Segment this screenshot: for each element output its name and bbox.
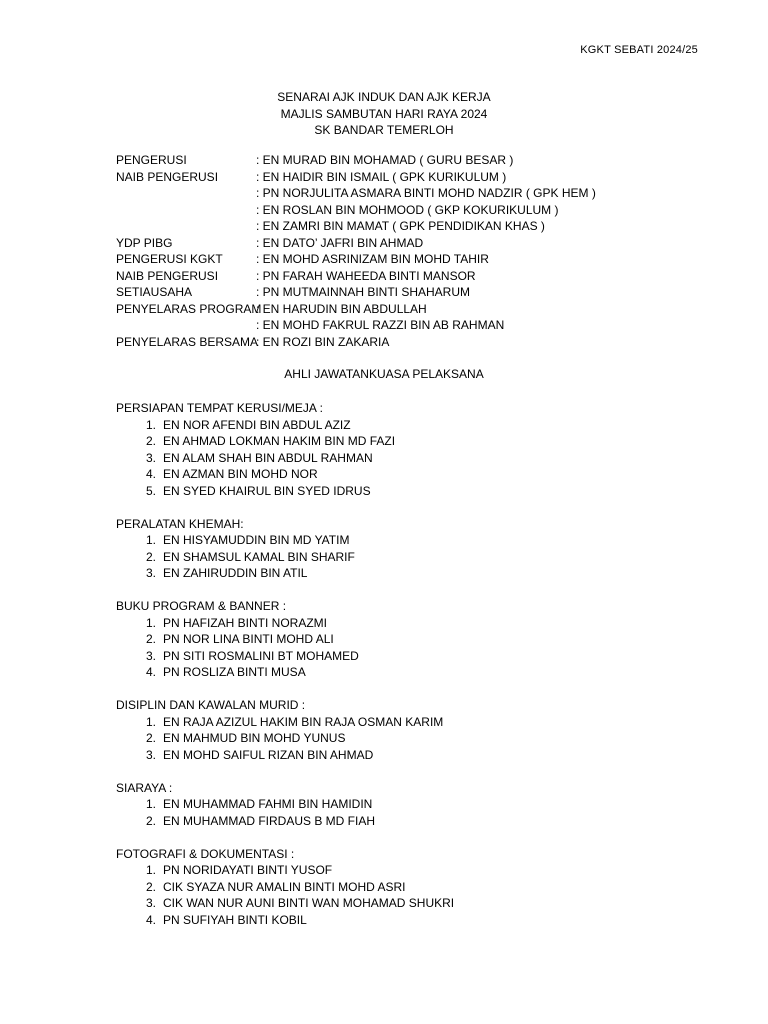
committee-title: BUKU PROGRAM & BANNER : [116, 599, 287, 613]
officer-name: : PN MUTMAINNAH BINTI SHAHARUM [256, 285, 471, 299]
officer-row [116, 169, 596, 186]
committee-title: FOTOGRAFI & DOKUMENTASI : [116, 846, 295, 861]
officer-name: : PN FARAH WAHEEDA BINTI MANSOR [256, 268, 476, 283]
member-name: EN RAJA AZIZUL HAKIM BIN RAJA OSMAN KARIM [163, 714, 444, 729]
member-name: PN NORIDAYATI BINTI YUSOF [163, 863, 333, 877]
member-name: EN NOR AFENDI BIN ABDUL AZIZ [163, 417, 351, 432]
officer-row [116, 334, 596, 351]
officer-list [116, 152, 596, 350]
member-number: 1. [145, 714, 156, 729]
member-number: 1. [145, 797, 156, 811]
member-number: 2. [145, 632, 156, 646]
officer-role: PENGERUSI KGKT [116, 252, 223, 266]
member-name: EN SHAMSUL KAMAL BIN SHARIF [163, 549, 355, 564]
officer-name: : EN MOHD ASRINIZAM BIN MOHD TAHIR [256, 252, 489, 266]
officer-role: PENYELARAS BERSAMA [116, 334, 259, 349]
member-number: 2. [145, 731, 156, 745]
officer-role [116, 218, 256, 235]
officer-row [116, 268, 596, 285]
member-name: EN HISYAMUDDIN BIN MD YATIM [163, 533, 350, 547]
officer-role: PENYELARAS PROGRAM [116, 301, 262, 316]
member-item [116, 433, 454, 450]
officer-role: NAIB PENGERUSI [116, 169, 219, 184]
member-name: PN SITI ROSMALINI BT MOHAMED [163, 648, 359, 663]
member-name: EN SYED KHAIRUL BIN SYED IDRUS [163, 483, 371, 498]
committee-title: DISIPLIN DAN KAWALAN MURID : [116, 698, 306, 712]
member-item [116, 532, 454, 549]
member-number: 4. [145, 912, 156, 927]
member-item [116, 565, 454, 582]
member-name: EN ALAM SHAH BIN ABDUL RAHMAN [163, 450, 373, 465]
officer-name: : EN ZAMRI BIN MAMAT ( GPK PENDIDIKAN KHAS ) [256, 219, 545, 233]
officer-name: : EN MOHD FAKRUL RAZZI BIN AB RAHMAN [256, 318, 505, 332]
committee-section [116, 400, 454, 499]
member-number: 2. [145, 879, 156, 894]
member-name: EN MUHAMMAD FIRDAUS B MD FIAH [163, 813, 376, 828]
member-number: 3. [145, 747, 156, 762]
member-number: 1. [145, 863, 156, 877]
member-item [116, 631, 454, 648]
document-code: KGKT SEBATI 2024/25 [580, 44, 698, 56]
member-item [116, 664, 454, 681]
committee-title: SIARAYA : [116, 780, 173, 795]
member-number: 3. [145, 450, 156, 465]
officer-row [116, 284, 596, 301]
member-item [116, 483, 454, 500]
committee-title: PERALATAN KHEMAH: [116, 516, 244, 531]
member-name: EN AHMAD LOKMAN HAKIM BIN MD FAZI [163, 434, 396, 448]
officer-name: : PN NORJULITA ASMARA BINTI MOHD NADZIR ( GPK HEM ) [256, 186, 596, 200]
title-line-1: SENARAI AJK INDUK DAN AJK KERJA [277, 90, 491, 104]
committee-section [116, 780, 454, 830]
officer-role: SETIAUSAHA [116, 285, 193, 299]
officer-role [116, 185, 256, 202]
member-name: CIK SYAZA NUR AMALIN BINTI MOHD ASRI [163, 879, 406, 894]
member-name: EN MAHMUD BIN MOHD YUNUS [163, 731, 346, 745]
officer-row [116, 301, 596, 318]
member-item [116, 912, 454, 929]
title-line-3: SK BANDAR TEMERLOH [314, 123, 454, 137]
member-number: 3. [145, 648, 156, 663]
title-block [0, 89, 768, 139]
member-item [116, 747, 454, 764]
member-name: EN MOHD SAIFUL RIZAN BIN AHMAD [163, 747, 374, 762]
member-name: EN MUHAMMAD FAHMI BIN HAMIDIN [163, 797, 373, 811]
member-number: 4. [145, 665, 156, 679]
member-item [116, 879, 454, 896]
member-name: PN HAFIZAH BINTI NORAZMI [163, 615, 328, 630]
member-item [116, 813, 454, 830]
officer-role [116, 202, 256, 219]
officer-row [116, 152, 596, 169]
officer-name: : EN ROZI BIN ZAKARIA [256, 334, 390, 349]
officer-role: YDP PIBG [116, 235, 173, 250]
member-number: 2. [145, 549, 156, 564]
committee-list [116, 400, 454, 945]
officer-role: PENGERUSI [116, 153, 187, 167]
member-item [116, 615, 454, 632]
member-number: 5. [145, 483, 156, 498]
member-name: PN SUFIYAH BINTI KOBIL [163, 912, 307, 927]
officer-row [116, 218, 596, 235]
officer-row [116, 251, 596, 268]
member-item [116, 862, 454, 879]
member-number: 3. [145, 896, 156, 910]
officer-name: : EN HAIDIR BIN ISMAIL ( GPK KURIKULUM ) [256, 169, 507, 184]
officer-role [116, 317, 256, 334]
officer-name: : EN ROSLAN BIN MOHMOOD ( GKP KOKURIKULUM ) [256, 202, 559, 217]
member-item [116, 714, 454, 731]
executive-committee-heading: AHLI JAWATANKUASA PELAKSANA [284, 367, 484, 381]
member-item [116, 730, 454, 747]
member-number: 2. [145, 813, 156, 828]
member-item [116, 796, 454, 813]
officer-name: : EN HARUDIN BIN ABDULLAH [256, 301, 427, 316]
member-number: 1. [145, 615, 156, 630]
committee-section [116, 516, 454, 582]
committee-section [116, 697, 454, 763]
committee-section [116, 598, 454, 681]
committee-title: PERSIAPAN TEMPAT KERUSI/MEJA : [116, 401, 323, 415]
member-number: 1. [145, 417, 156, 432]
title-line-2: MAJLIS SAMBUTAN HARI RAYA 2024 [280, 106, 488, 121]
officer-row [116, 202, 596, 219]
member-number: 1. [145, 533, 156, 547]
officer-row [116, 235, 596, 252]
committee-section [116, 846, 454, 929]
officer-name: : EN DATO’ JAFRI BIN AHMAD [256, 235, 424, 250]
officer-row [116, 185, 596, 202]
member-number: 4. [145, 467, 156, 481]
member-item [116, 895, 454, 912]
member-name: EN ZAHIRUDDIN BIN ATIL [163, 566, 308, 580]
member-item [116, 417, 454, 434]
officer-role: NAIB PENGERUSI [116, 268, 219, 283]
member-item [116, 450, 454, 467]
member-name: PN NOR LINA BINTI MOHD ALI [163, 632, 334, 646]
member-name: EN AZMAN BIN MOHD NOR [163, 467, 318, 481]
member-number: 2. [145, 434, 156, 448]
member-item [116, 549, 454, 566]
member-name: CIK WAN NUR AUNI BINTI WAN MOHAMAD SHUKRI [163, 896, 455, 910]
member-name: PN ROSLIZA BINTI MUSA [163, 665, 306, 679]
member-item [116, 466, 454, 483]
officer-name: : EN MURAD BIN MOHAMAD ( GURU BESAR ) [256, 153, 514, 167]
officer-row [116, 317, 596, 334]
member-item [116, 648, 454, 665]
member-number: 3. [145, 566, 156, 580]
